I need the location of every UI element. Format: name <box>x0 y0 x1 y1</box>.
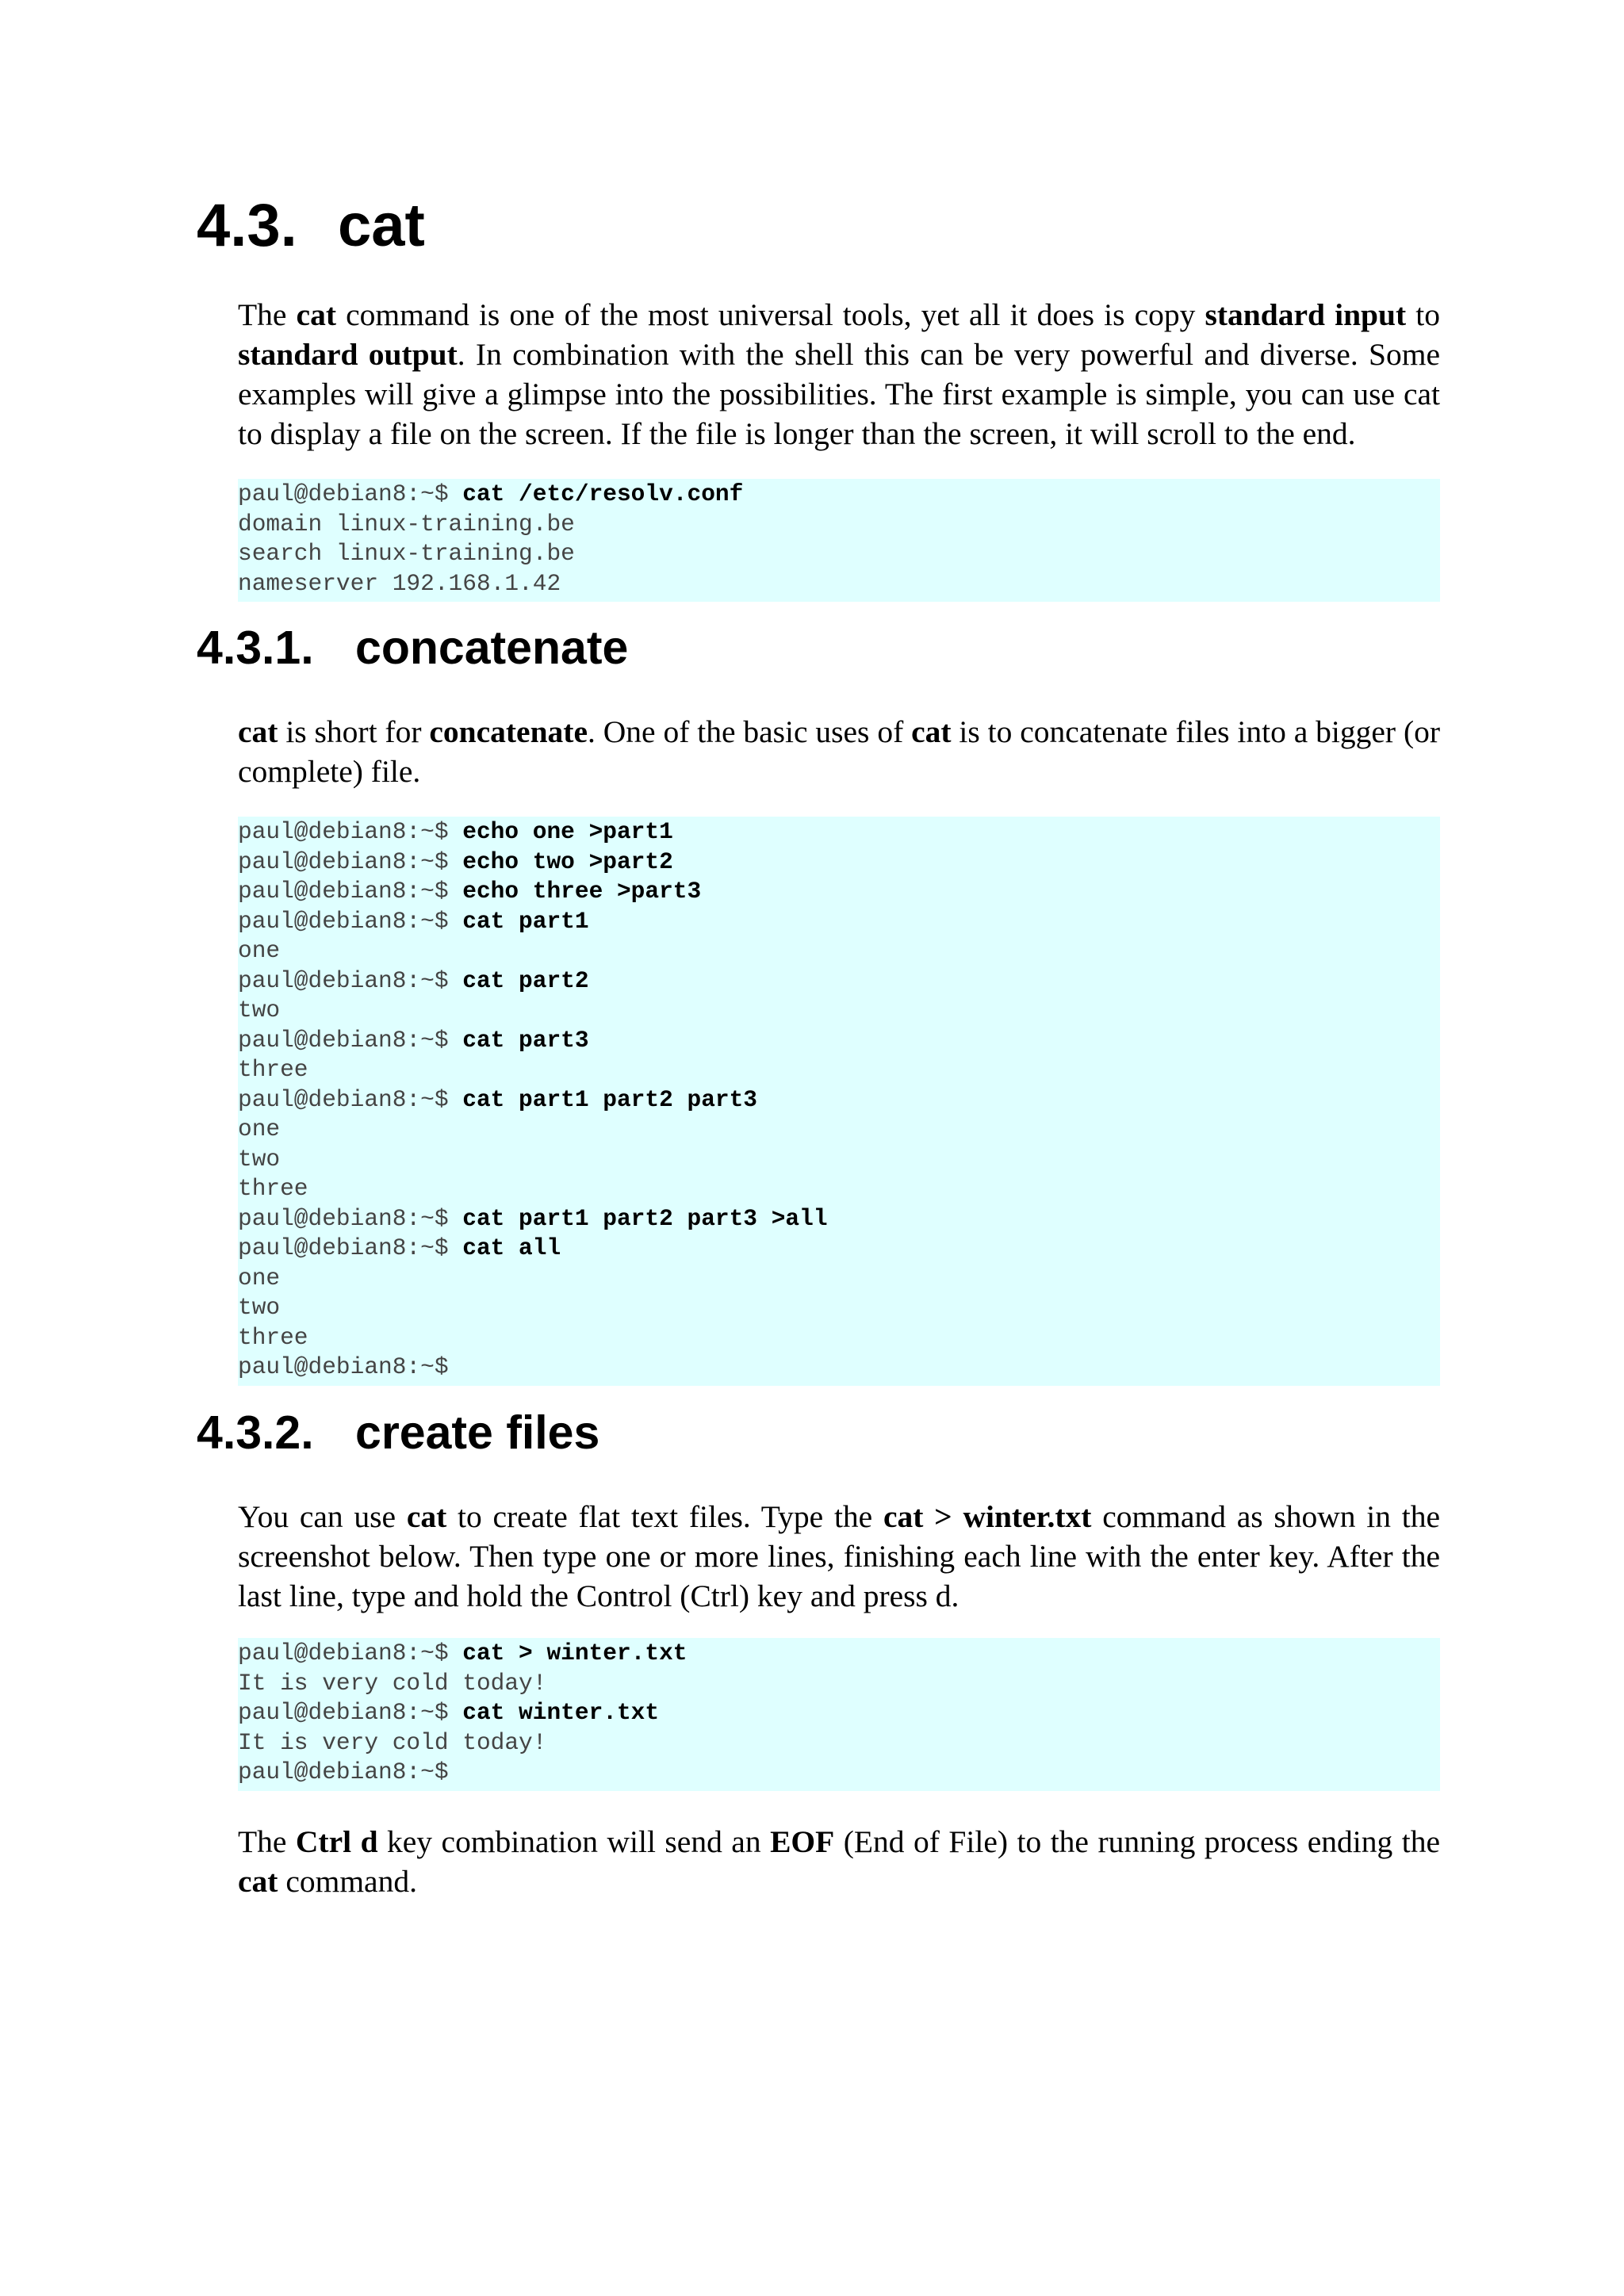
code-line <box>238 877 1440 907</box>
code-line <box>238 1174 1440 1204</box>
code-line <box>238 966 1440 997</box>
section-heading <box>197 190 425 262</box>
code-line <box>238 1085 1440 1115</box>
shell-command: cat part1 <box>462 907 589 935</box>
code-block-winter <box>238 1638 1440 1791</box>
code-line <box>238 1204 1440 1234</box>
emphasis-text: Ctrl d <box>295 1824 378 1859</box>
emphasis-text: standard input <box>1205 297 1407 332</box>
code-line <box>238 569 1440 599</box>
shell-prompt: paul@debian8:~$ <box>238 480 463 507</box>
shell-command: cat winter.txt <box>462 1699 660 1726</box>
subsection-title: create files <box>355 1406 600 1459</box>
body-text: command. <box>278 1864 417 1899</box>
shell-command: cat /etc/resolv.conf <box>462 480 744 507</box>
emphasis-text: cat > winter.txt <box>883 1499 1092 1534</box>
command-output: two <box>238 997 281 1024</box>
command-output: one <box>238 1264 281 1292</box>
subsection-heading-create-files <box>197 1405 599 1460</box>
code-line <box>238 1234 1440 1264</box>
shell-prompt: paul@debian8:~$ <box>238 1699 463 1726</box>
body-text: command as shown in the screenshot below. Then type one or more lines, finishing each line with the enter key. After the last line, type and hold the Control (Ctrl) key and press d. <box>238 1499 1441 1613</box>
body-text: is short for <box>278 714 430 749</box>
shell-prompt: paul@debian8:~$ <box>238 1640 463 1667</box>
code-block-concatenate <box>238 817 1440 1386</box>
code-line <box>238 996 1440 1026</box>
code-line <box>238 907 1440 937</box>
shell-prompt: paul@debian8:~$ <box>238 1353 449 1380</box>
command-output: nameserver 192.168.1.42 <box>238 569 561 597</box>
section-intro-paragraph <box>238 295 1440 453</box>
body-text: The <box>238 297 297 332</box>
body-text: You can use <box>238 1499 407 1534</box>
command-output: three <box>238 1175 308 1202</box>
ctrl-d-paragraph <box>238 1822 1440 1901</box>
body-text: . One of the basic uses of <box>588 714 912 749</box>
command-output: one <box>238 937 281 964</box>
body-text: (End of File) to the running process ending the <box>834 1824 1440 1859</box>
code-line <box>238 1669 1440 1699</box>
emphasis-text: EOF <box>770 1824 835 1859</box>
command-output: search linux-training.be <box>238 540 575 567</box>
shell-command: cat part1 part2 part3 >all <box>462 1204 828 1232</box>
shell-prompt: paul@debian8:~$ <box>238 1204 463 1232</box>
code-line <box>238 1758 1440 1788</box>
command-output: two <box>238 1294 281 1321</box>
subsection-title: concatenate <box>355 622 629 674</box>
command-output: three <box>238 1323 308 1351</box>
shell-command: cat part1 part2 part3 <box>462 1085 758 1113</box>
code-line <box>238 1264 1440 1294</box>
shell-prompt: paul@debian8:~$ <box>238 1234 463 1261</box>
emphasis-text: standard output <box>238 337 458 372</box>
body-text: key combination will send an <box>377 1824 771 1859</box>
command-output: It is very cold today! <box>238 1669 547 1697</box>
shell-prompt: paul@debian8:~$ <box>238 1758 449 1785</box>
shell-command: echo one >part1 <box>462 818 673 845</box>
shell-prompt: paul@debian8:~$ <box>238 848 463 875</box>
code-block-resolv <box>238 479 1440 602</box>
shell-prompt: paul@debian8:~$ <box>238 1085 463 1113</box>
subsection-number: 4.3.2. <box>197 1406 314 1459</box>
code-line <box>238 510 1440 540</box>
code-line <box>238 848 1440 878</box>
code-line <box>238 1115 1440 1145</box>
emphasis-text: cat <box>406 1499 447 1534</box>
code-line <box>238 1698 1440 1728</box>
shell-command: echo three >part3 <box>462 878 702 905</box>
emphasis-text: cat <box>911 714 952 749</box>
section-title: cat <box>338 192 425 259</box>
body-text: is to concatenate files into a bigger (or complete) file. <box>238 714 1441 789</box>
emphasis-text: cat <box>238 714 278 749</box>
command-output: domain linux-training.be <box>238 510 575 538</box>
command-output: two <box>238 1145 281 1173</box>
shell-prompt: paul@debian8:~$ <box>238 878 463 905</box>
code-line <box>238 817 1440 848</box>
subsection-heading-concatenate <box>197 620 628 675</box>
body-text: . In combination with the shell this can be very powerful and diverse. Some examples will give a glimpse into the possibilities. The first example is simple, you can use cat to display a file on the screen. If the file is longer than the screen, it will scroll to the end. <box>238 337 1440 451</box>
code-line <box>238 1055 1440 1085</box>
shell-prompt: paul@debian8:~$ <box>238 818 463 845</box>
body-text: to create flat text files. Type the <box>446 1499 883 1534</box>
command-output: It is very cold today! <box>238 1728 547 1756</box>
subsection-number: 4.3.1. <box>197 622 314 674</box>
shell-prompt: paul@debian8:~$ <box>238 1026 463 1054</box>
shell-command: cat part2 <box>462 966 589 994</box>
create-files-paragraph <box>238 1497 1440 1616</box>
body-text: command is one of the most universal tools, yet all it does is copy <box>335 297 1205 332</box>
code-line <box>238 1026 1440 1056</box>
emphasis-text: cat <box>296 297 336 332</box>
emphasis-text: cat <box>238 1864 278 1899</box>
shell-prompt: paul@debian8:~$ <box>238 907 463 935</box>
shell-prompt: paul@debian8:~$ <box>238 966 463 994</box>
code-line <box>238 1293 1440 1323</box>
shell-command: echo two >part2 <box>462 848 673 875</box>
shell-command: cat all <box>462 1234 561 1261</box>
command-output: one <box>238 1115 281 1142</box>
body-text: to <box>1406 297 1440 332</box>
code-line <box>238 1639 1440 1669</box>
code-line <box>238 1728 1440 1758</box>
code-line <box>238 1353 1440 1383</box>
concatenate-paragraph <box>238 712 1440 791</box>
code-line <box>238 539 1440 569</box>
code-line <box>238 936 1440 966</box>
code-line <box>238 480 1440 510</box>
body-text: The <box>238 1824 296 1859</box>
shell-command: cat part3 <box>462 1026 589 1054</box>
shell-command: cat > winter.txt <box>462 1640 688 1667</box>
code-line <box>238 1323 1440 1353</box>
emphasis-text: concatenate <box>429 714 588 749</box>
command-output: three <box>238 1056 308 1083</box>
section-number: 4.3. <box>197 192 297 259</box>
code-line <box>238 1145 1440 1175</box>
